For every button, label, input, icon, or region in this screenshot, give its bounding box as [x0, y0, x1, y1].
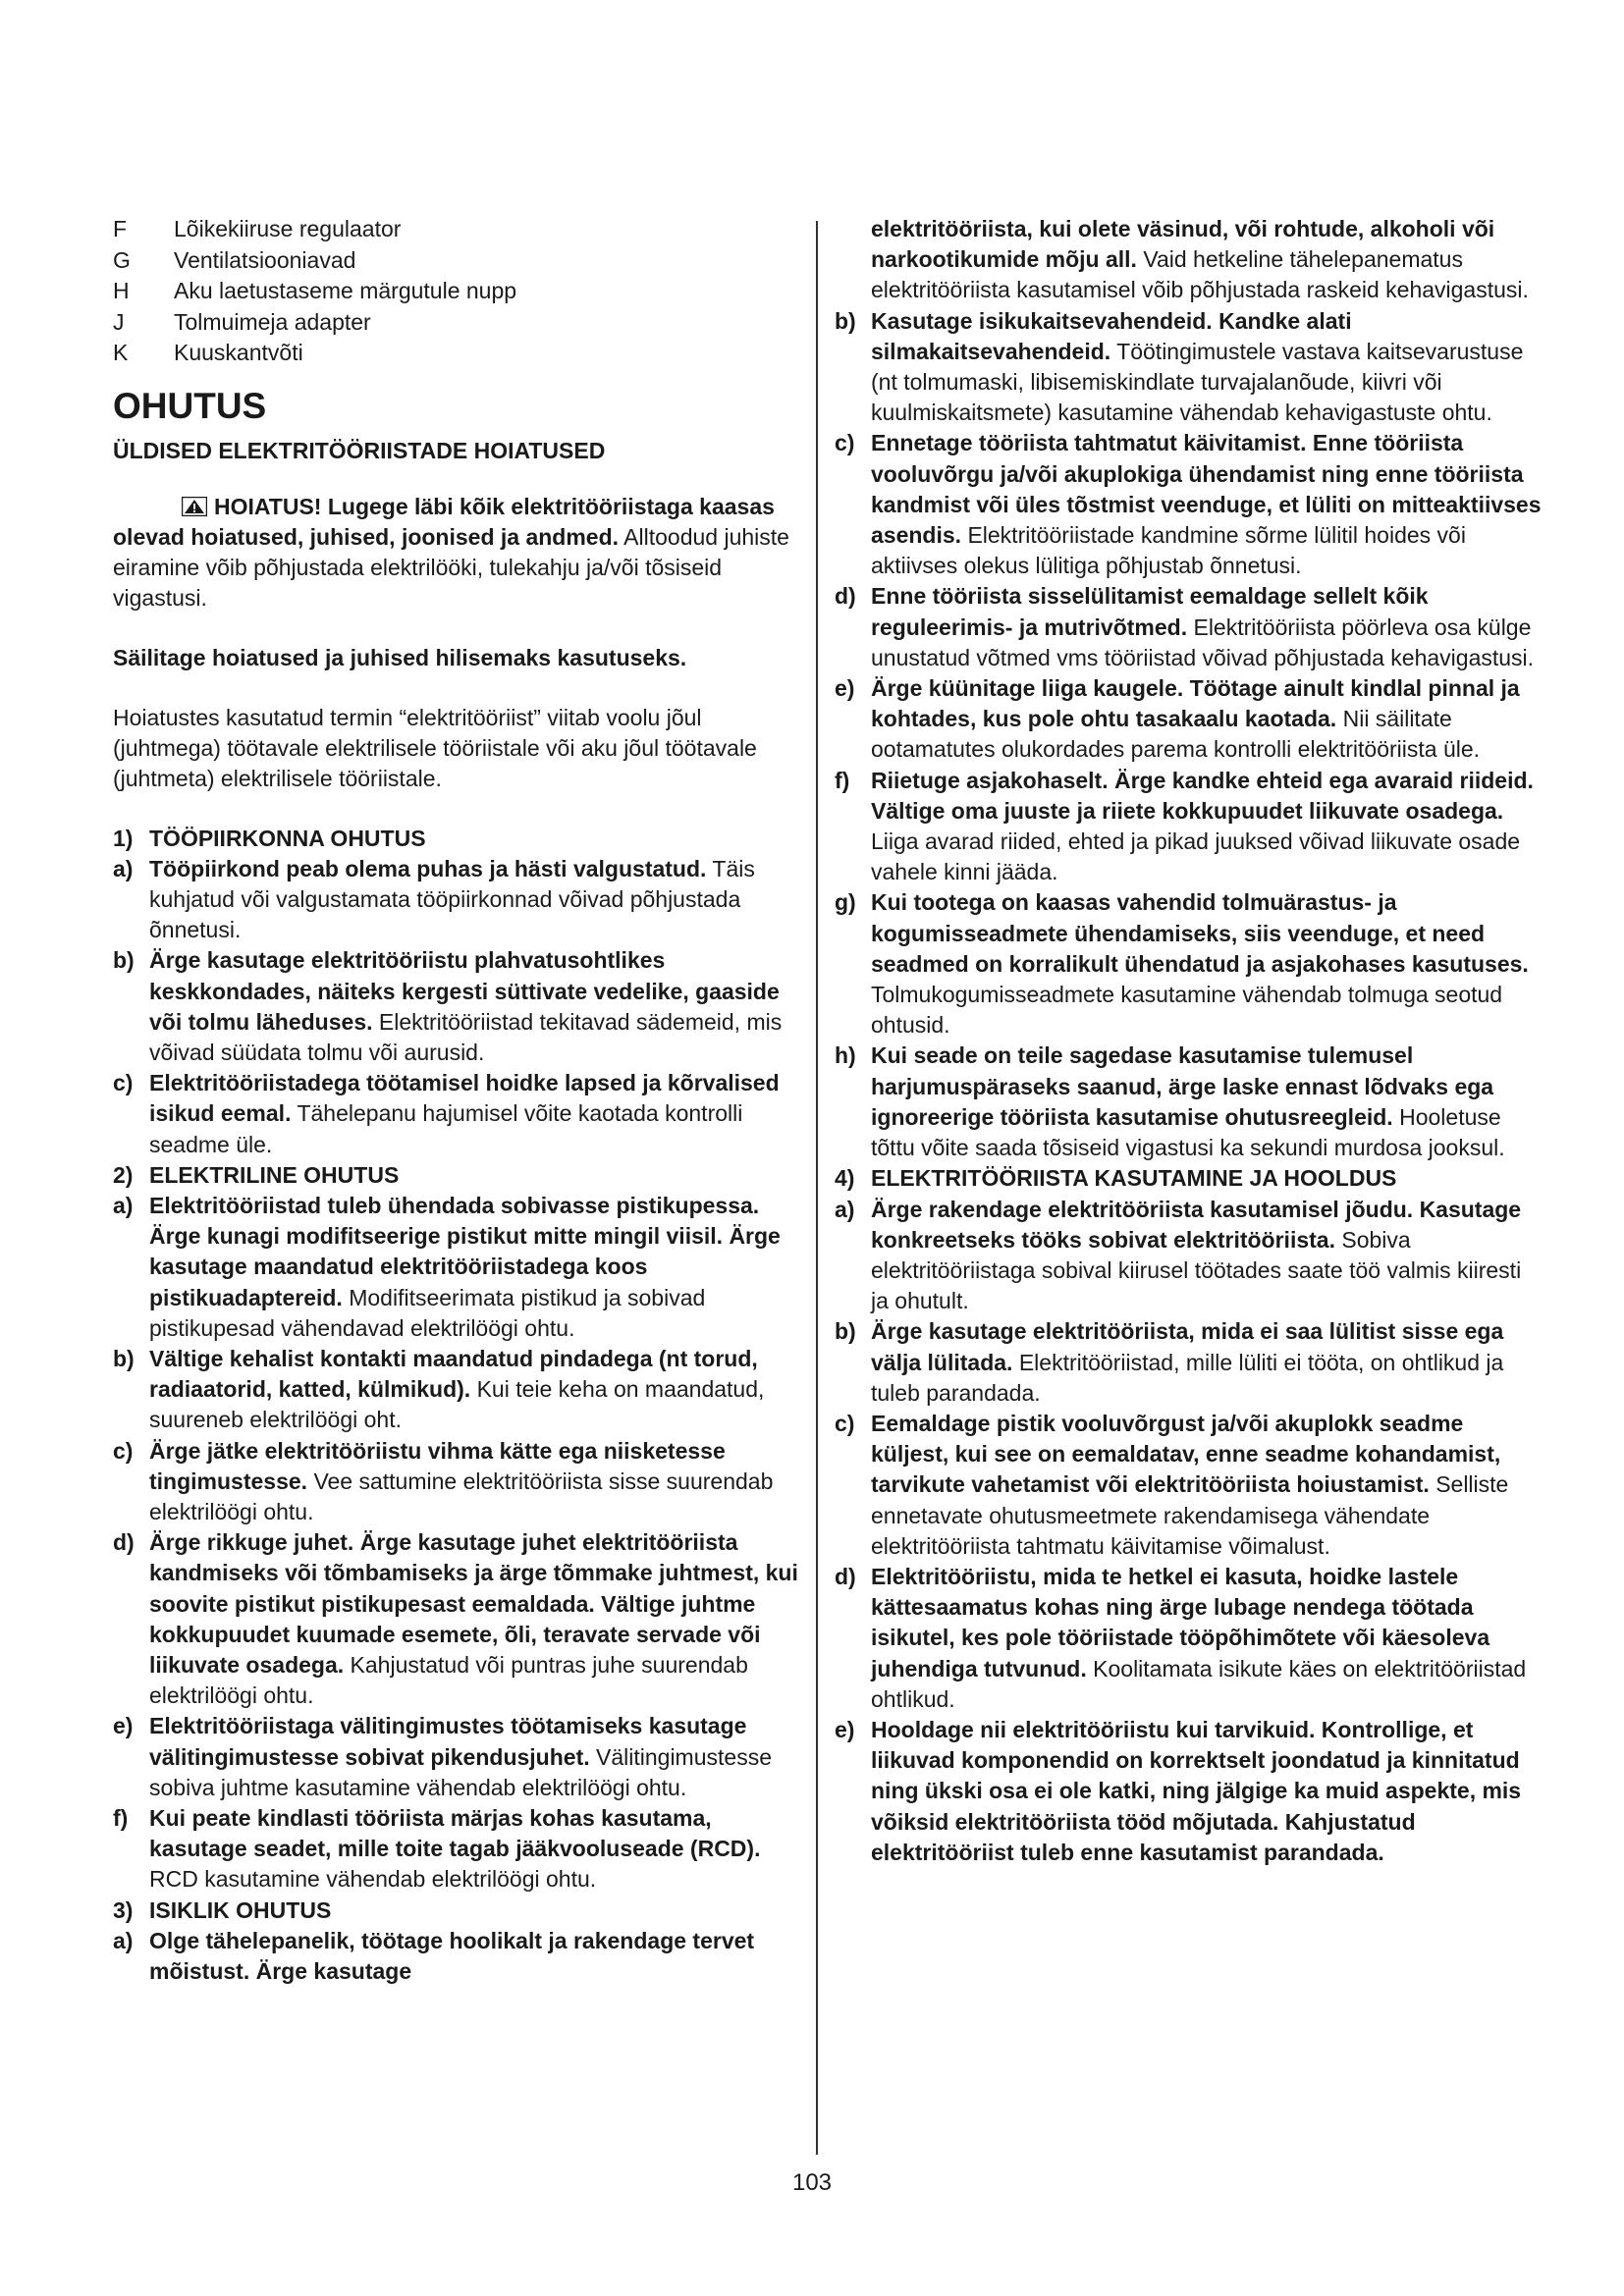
- item-text: Elektritööriistad tekitavad sädemeid, mis võivad süüdata tolmu või aurusid.: [149, 1008, 783, 1065]
- item-letter: d): [113, 1529, 135, 1556]
- section-heading: [113, 1896, 800, 1926]
- item-text: Elektritööriistad, mille lüliti ei tööta, on ohtlikud ja tuleb parandada.: [871, 1349, 1504, 1406]
- item-bold: Elektritööriistaga välitingimustes töötamiseks kasutage välitingimustesse sobivat pikendusjuhet.: [149, 1713, 747, 1770]
- list-item: [113, 1926, 800, 1987]
- item-letter: b): [835, 307, 856, 334]
- keep-instructions: Säilitage hoiatused ja juhised hilisemaks kasutuseks.: [113, 644, 687, 670]
- item-letter: f): [835, 767, 850, 793]
- section-number: 1): [113, 825, 134, 851]
- list-item: [835, 673, 1542, 766]
- item-bold: Elektritööriistu, mida te hetkel ei kasuta, hoidke lastele kättesaamatus kohas ning ärge lubage nendega töötada isikutel, kes pole tööriistade tööpõhimõtete või käesoleva juhendiga tutvunud.: [871, 1563, 1490, 1682]
- item-letter: g): [835, 889, 856, 916]
- legend-key: J: [113, 308, 125, 335]
- legend-key: K: [113, 340, 129, 365]
- section-subtitle: ÜLDISED ELEKTRITÖÖRIISTADE HOIATUSED: [113, 437, 606, 463]
- list-item: [113, 1191, 800, 1344]
- legend-key: F: [113, 216, 128, 241]
- list-item: [113, 1436, 800, 1528]
- item-bold: Olge tähelepanelik, töötage hoolikalt ja rakendage tervet mõistust. Ärge kasutage: [149, 1927, 755, 1985]
- list-item: [835, 1409, 1542, 1562]
- item-text: Töötingimustele vastava kaitsevarustuse (nt tolmumaski, libisemiskindlate turvajalanõude, kiivri või kuulmiskaitsmete) kasutamine vähendab kehavigastuste ohtu.: [871, 338, 1524, 426]
- legend-row: [113, 338, 800, 369]
- item-bold: Eemaldage pistik vooluvõrgust ja/või akuplokk seadme küljest, kui see on eemaldatav, enne seadme kohandamist, tarvikute vahetamist või elektritööriista hoiustamist.: [871, 1410, 1501, 1498]
- warning-icon: [182, 497, 207, 516]
- item-text: Kui teie keha on maandatud, suureneb elektrilöögi oht.: [149, 1376, 765, 1433]
- list-item: [113, 1803, 800, 1896]
- item-text: Modifitseerimata pistikud ja sobivad pistikupesad vähendavad elektrilöögi ohtu.: [149, 1284, 706, 1341]
- item-text: Tähelepanu hajumisel võite kaotada kontrolli seadme üle.: [149, 1100, 743, 1157]
- item-text: Kahjustatud või puntras juhe suurendab elektrilöögi ohtu.: [149, 1651, 748, 1709]
- list-item: [835, 766, 1542, 888]
- list-item: [835, 1715, 1542, 1868]
- item-text: Välitingimustesse sobiva juhtme kasutamine vähendab elektrilöögi ohtu.: [149, 1743, 772, 1800]
- item-text: Elektritööriistade kandmine sõrme lülitil hoides või aktiivses olekus lülitiga põhjustab õnnetusi.: [871, 522, 1466, 579]
- section-heading: [835, 1163, 1542, 1194]
- list-item: [835, 1316, 1542, 1409]
- legend-text: Ventilatsiooniavad: [174, 246, 356, 273]
- item-bold: Elektritööriistad tuleb ühendada sobivasse pistikupessa. Ärge kunagi modifitseerige pistikut mitte mingil viisil. Ärge kasutage maandatud elektritööriistadega koos pistikuadaptereid.: [149, 1192, 781, 1310]
- list-item: [113, 1344, 800, 1436]
- item-letter: d): [835, 583, 856, 610]
- list-item: [835, 428, 1542, 581]
- item-letter: e): [113, 1713, 134, 1739]
- item-text: Koolitamata isikute käes on elektritööriistad ohtlikud.: [871, 1655, 1527, 1712]
- item-bold: elektritööriista, kui olete väsinud, või rohtude, alkoholi või narkootikumide mõju all.: [871, 216, 1495, 273]
- item-bold: Ärge kasutage elektritööriista, mida ei saa lülitist sisse ega välja lülitada.: [871, 1318, 1504, 1375]
- list-item: [113, 1527, 800, 1711]
- item-text: Vaid hetkeline tähelepanematus elektritööriista kasutamisel võib põhjustada raskeid kehavigastusi.: [871, 246, 1529, 303]
- list-item: [113, 854, 800, 946]
- list-item: [835, 306, 1542, 429]
- warning-text: Alltoodud juhiste eiramine võib põhjustada elektrilööki, tulekahju ja/või tõsiseid vigastusi.: [113, 523, 789, 611]
- list-item: [113, 1068, 800, 1160]
- item-bold: Kui tootega on kaasas vahendid tolmuärastus- ja kogumisseadmete ühendamiseks, siis veenduge, et need seadmed on korralikult ühendatud ja asjakohases kasutuses.: [871, 889, 1529, 977]
- item-letter: b): [835, 1318, 856, 1345]
- page-number: 103: [791, 2169, 833, 2196]
- legend-text: Aku laetustaseme märgutule nupp: [174, 278, 517, 303]
- legend-key: G: [113, 246, 131, 273]
- item-letter: f): [113, 1805, 129, 1831]
- warning-bold: HOIATUS! Lugege läbi kõik elektritööriistaga kaasas olevad hoiatused, juhised, joonised ja andmed.: [113, 493, 775, 550]
- section-heading: [113, 1160, 800, 1191]
- legend-text: Kuuskantvõti: [174, 340, 303, 365]
- legend-row: [113, 245, 800, 277]
- section-number: 2): [113, 1161, 134, 1188]
- item-text: Elektritööriista pöörleva osa külge unustatud võtmed vms tööriistad võivad põhjustada kehavigastusi.: [871, 614, 1535, 670]
- list-item: [835, 1041, 1542, 1163]
- item-letter: c): [113, 1437, 134, 1464]
- item-bold: Vältige kehalist kontakti maandatud pindadega (nt torud, radiaatorid, katted, külmikud).: [149, 1345, 758, 1403]
- item-bold: Ärge kasutage elektritööriistu plahvatusohtlikes keskkondades, näiteks kergesti süttivate vedelike, gaaside või tolmu läheduses.: [149, 947, 780, 1035]
- legend-row: [113, 214, 800, 245]
- item-bold: Ärge jätke elektritööriistu vihma kätte ega niisketesse tingimustesse.: [149, 1437, 726, 1494]
- item-text: Hooletuse tõttu võite saada tõsiseid vigastusi ka sekundi murdosa jooksul.: [871, 1103, 1505, 1161]
- item-text: Sobiva elektritööriistaga sobival kiirusel töötades saate töö valmis kiiresti ja ohutult.: [871, 1226, 1522, 1314]
- list-item: [113, 945, 800, 1068]
- legend-text: Lõikekiiruse regulaator: [174, 216, 402, 241]
- section-title: OHUTUS: [113, 385, 267, 426]
- definition-paragraph: Hoiatustes kasutatud termin “elektritööriist” viitab voolu jõul (juhtmega) töötavale elektrilisele tööriistale või aku jõul töötavale (juhtmeta) elektrilisele tööriistale.: [113, 704, 757, 791]
- component-legend: [113, 214, 800, 369]
- section-heading-text: TÖÖPIIRKONNA OHUTUS: [149, 825, 426, 851]
- list-item: [835, 1562, 1542, 1715]
- item-bold: Kui seade on teile sagedase kasutamise tulemusel harjumuspäraseks saanud, ärge laske ennast lõdvaks ega ignoreerige tööriista kasutamise ohutusreegleid.: [871, 1042, 1494, 1130]
- item-letter: b): [113, 1345, 135, 1371]
- right-column: [835, 214, 1542, 1868]
- column-divider: [816, 221, 818, 2155]
- section-number: 4): [835, 1165, 855, 1192]
- item-text: Nii säilitate ootamatutes olukordades parema kontrolli elektritööriista üle.: [871, 706, 1481, 763]
- item-letter: d): [835, 1563, 856, 1589]
- legend-row: [113, 307, 800, 339]
- list-item: [113, 1711, 800, 1803]
- item-letter: e): [835, 1716, 855, 1742]
- section-heading: [113, 824, 800, 854]
- item-bold: Riietuge asjakohaselt. Ärge kandke ehteid ega avaraid riideid. Vältige oma juuste ja riiete kokkupuudet liikuvate osadega.: [871, 767, 1534, 824]
- item-bold: Kui peate kindlasti tööriista märjas kohas kasutama, kasutage seadet, mille toite tagab jääkvooluseade (RCD).: [149, 1805, 761, 1862]
- item-letter: h): [835, 1042, 856, 1069]
- list-item: [835, 887, 1542, 1041]
- legend-text: Tolmuimeja adapter: [174, 308, 371, 335]
- list-item: [835, 581, 1542, 673]
- item-letter: a): [113, 1927, 134, 1953]
- legend-row: [113, 276, 800, 307]
- item-text: Tolmukogumisseadmete kasutamine vähendab tolmuga seotud ohtusid.: [871, 982, 1503, 1039]
- item-text: Selliste ennetavate ohutusmeetmete rakendamisega vähendate elektritööriista tahtmatu käivitamise võimalust.: [871, 1471, 1509, 1559]
- list-item: [835, 1195, 1542, 1317]
- left-column: [113, 214, 800, 1987]
- item-bold: Kasutage isikukaitsevahendeid. Kandke alati silmakaitsevahendeid.: [871, 307, 1352, 364]
- item-bold: Enne tööriista sisselülitamist eemaldage sellelt kõik reguleerimis- ja mutrivõtmed.: [871, 583, 1429, 640]
- item-bold: Ärge rakendage elektritööriista kasutamisel jõudu. Kasutage konkreetseks tööks sobivat elektritööriista.: [871, 1196, 1522, 1253]
- item-letter: a): [835, 1196, 855, 1222]
- section-heading-text: ELEKTRILINE OHUTUS: [149, 1161, 400, 1188]
- item-letter: a): [113, 1192, 134, 1218]
- item-text: Täis kuhjatud või valgustamata tööpiirkonnad võivad põhjustada õnnetusi.: [149, 855, 755, 943]
- item-text: RCD kasutamine vähendab elektrilöögi ohtu.: [149, 1866, 597, 1893]
- list-item-continued: [835, 214, 1542, 306]
- item-letter: a): [113, 855, 134, 881]
- item-text: Liiga avarad riided, ehted ja pikad juuksed võivad liikuvate osade vahele kinni jääda.: [871, 828, 1521, 885]
- item-letter: c): [835, 1410, 855, 1436]
- section-number: 3): [113, 1896, 134, 1923]
- item-bold: Ärge rikkuge juhet. Ärge kasutage juhet elektritööriista kandmiseks või tõmbamiseks ja ärge tõmmake juhtmest, kui soovite pistikut pistikupesast eemaldada. Vältige juhtme kokkupuudet kuumade esemete, õli, teravate servade või liikuvate osadega.: [149, 1529, 798, 1678]
- item-letter: e): [835, 675, 855, 702]
- item-bold: Ennetage tööriista tahtmatut käivitamist. Enne tööriista vooluvõrgu ja/või akuplokiga ühendamist ning enne tööriista kandmist või üles tõstmist veenduge, et lüliti on mitteaktiivses asendis.: [871, 430, 1542, 549]
- section-heading-text: ELEKTRITÖÖRIISTA KASUTAMINE JA HOOLDUS: [871, 1165, 1397, 1192]
- item-letter: b): [113, 947, 135, 974]
- item-letter: c): [835, 430, 855, 456]
- item-letter: c): [113, 1070, 134, 1096]
- item-bold: Hooldage nii elektritööriistu kui tarvikuid. Kontrollige, et liikuvad komponendid on korrektselt joondatud ja kinnitatud ning ükski osa ei ole katki, ning jälgige ka muid aspekte, mis võiksid elektritööriista tööd mõjutada. Kahjustatud elektritööriist tuleb enne kasutamist parandada.: [871, 1716, 1522, 1865]
- item-text: Vee sattumine elektritööriista sisse suurendab elektrilöögi ohtu.: [149, 1468, 774, 1524]
- item-bold: Elektritööriistadega töötamisel hoidke lapsed ja kõrvalised isikud eemal.: [149, 1070, 780, 1127]
- legend-key: H: [113, 278, 130, 303]
- warning-block: [113, 492, 800, 614]
- item-bold: Tööpiirkond peab olema puhas ja hästi valgustatud.: [149, 855, 707, 881]
- section-heading-text: ISIKLIK OHUTUS: [149, 1896, 332, 1923]
- item-bold: Ärge küünitage liiga kaugele. Töötage ainult kindlal pinnal ja kohtades, kus pole ohtu tasakaalu kaotada.: [871, 675, 1520, 732]
